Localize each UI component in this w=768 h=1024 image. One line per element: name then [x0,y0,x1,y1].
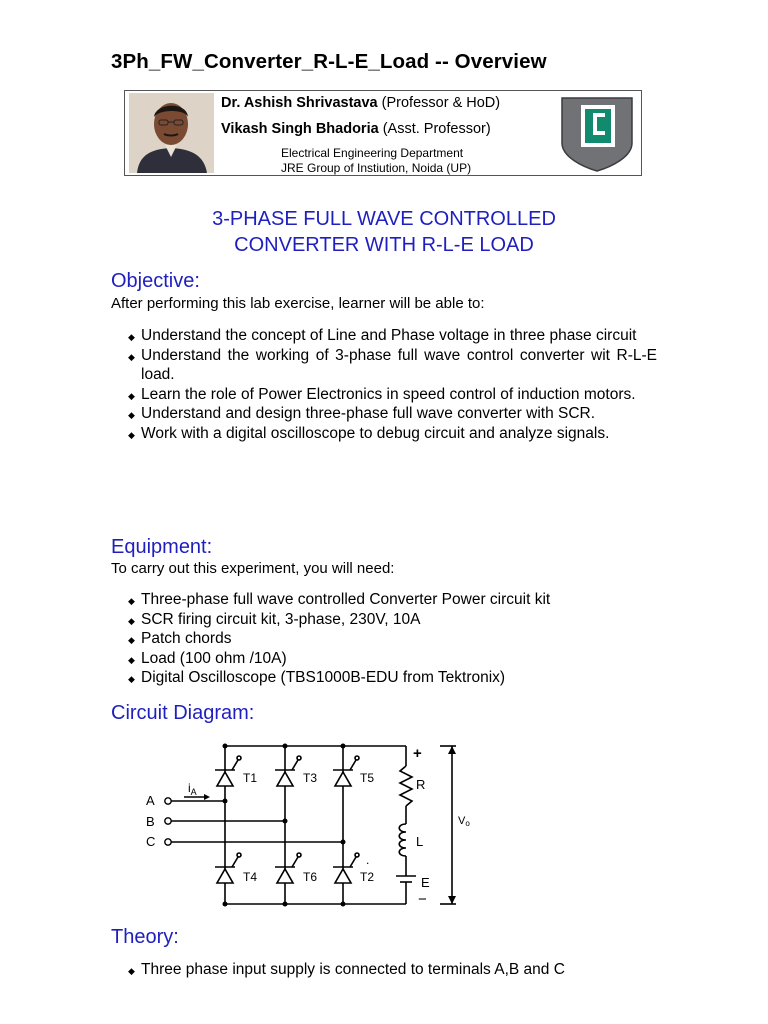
label-t1: T1 [243,771,258,785]
bullet-icon: ◆ [128,429,135,440]
author-2-role: (Asst. Professor) [382,121,491,137]
author-banner [124,90,642,176]
thyristor-t3 [275,756,301,786]
label-t3: T3 [303,771,318,785]
label-r: R [416,777,426,792]
heading-line-1: 3-PHASE FULL WAVE CONTROLLED [212,208,556,230]
label-e: E [421,875,430,890]
bullet-icon: ◆ [128,351,135,362]
label-vo: Vo [458,815,470,828]
list-item: ◆ Three phase input supply is connected to terminals A,B and C [111,960,657,980]
list-item: ◆ Understand and design three-phase full wave converter with SCR. [111,404,657,424]
label-l: L [416,834,424,849]
equipment-heading: Equipment: [111,536,213,558]
heading-line-2: CONVERTER WITH R-L-E LOAD [234,234,534,256]
list-item: ◆ Patch chords [111,629,657,649]
objective-intro: After performing this lab exercise, learner will be able to: [111,295,485,312]
equipment-list [111,590,657,688]
label-dot: . [366,853,370,867]
bullet-icon: ◆ [128,654,135,665]
label-minus: − [418,891,427,908]
input-terminals [165,798,171,845]
bullet-icon: ◆ [128,966,135,976]
author-2 [221,121,491,137]
list-item: ◆ Load (100 ohm /10A) [111,649,657,669]
bullet-icon: ◆ [128,674,135,685]
bullet-icon: ◆ [128,390,135,401]
equipment-intro: To carry out this experiment, you will need: [111,560,395,577]
department: Electrical Engineering Department [281,146,464,160]
circuit-diagram [140,738,480,913]
institution: JRE Group of Instiution, Noida (UP) [281,161,472,175]
label-t2: T2 [360,870,375,884]
label-c: C [146,834,156,849]
list-item: ◆ SCR firing circuit kit, 3-phase, 230V, 10A [111,610,657,630]
thyristor-t6 [275,853,301,883]
label-t6: T6 [303,870,318,884]
list-item: ◆ Learn the role of Power Electronics in speed control of induction motors. [111,385,657,405]
label-ia: $i_A$ [188,781,197,797]
circuit-labels [146,745,470,908]
bullet-icon: ◆ [128,332,135,342]
thyristor-t4 [215,853,241,883]
author-1 [221,95,500,111]
circuit-markers [204,744,456,907]
theory-list [111,960,657,980]
list-item: ◆ Work with a digital oscilloscope to debug circuit and analyze signals. [111,424,657,444]
institution-logo [559,95,635,173]
thyristor-t2 [333,853,359,883]
thyristor-t5 [333,756,359,786]
bullet-icon: ◆ [128,596,135,606]
theory-heading: Theory: [111,926,179,948]
bullet-icon: ◆ [128,410,135,421]
bullet-icon: ◆ [128,635,135,646]
objective-list [111,326,657,444]
label-t4: T4 [243,870,258,884]
document-heading [111,206,657,258]
author-2-name: Vikash Singh Bhadoria [221,121,379,137]
thyristor-t1 [215,756,241,786]
list-item: ◆ Understand the working of 3-phase full wave control converter wit R-L-E load. [128,346,657,384]
label-a: A [146,793,155,808]
objective-heading: Objective: [111,270,200,292]
list-item: ◆ Understand the concept of Line and Phase voltage in three phase circuit [111,326,657,346]
bullet-icon: ◆ [128,615,135,626]
circuit-heading: Circuit Diagram: [111,702,255,724]
list-item: ◆ Digital Oscilloscope (TBS1000B-EDU from Tektronix) [111,668,657,688]
list-item: ◆ Three-phase full wave controlled Converter Power circuit kit [111,590,657,610]
label-plus: + [413,745,422,762]
author-1-name: Dr. Ashish Shrivastava [221,95,378,111]
label-t5: T5 [360,771,375,785]
label-b: B [146,814,155,829]
page-title: 3Ph_FW_Converter_R-L-E_Load -- Overview [111,50,547,73]
author-1-role: (Professor & HoD) [381,95,501,111]
author-photo [129,93,214,173]
